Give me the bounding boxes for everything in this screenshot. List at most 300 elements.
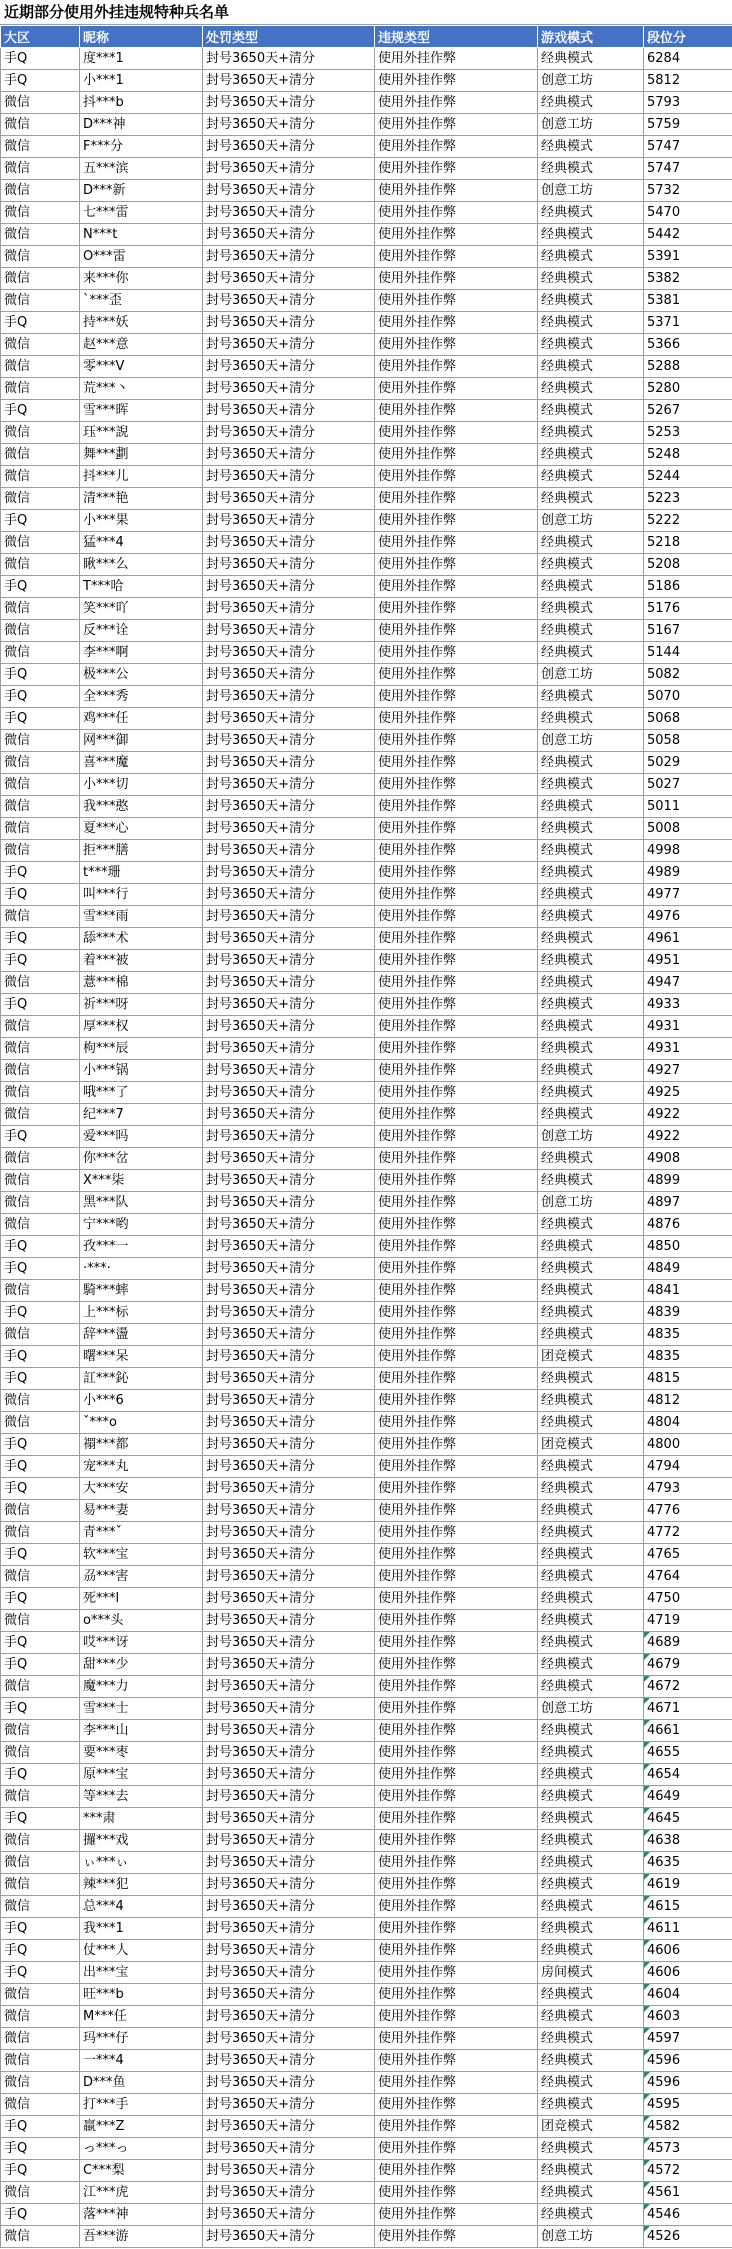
cell-region: 手Q — [1, 2116, 80, 2138]
cell-violation-type: 使用外挂作弊 — [375, 1522, 538, 1544]
cell-game-mode: 经典模式 — [538, 2072, 644, 2094]
cell-penalty-type: 封号3650天+清分 — [203, 664, 375, 686]
table-row — [1, 180, 732, 202]
cell-nickname: t***珊 — [80, 862, 203, 884]
cell-nickname: 猛***4 — [80, 532, 203, 554]
cell-region: 微信 — [1, 2006, 80, 2028]
cell-nickname: 纪***7 — [80, 1104, 203, 1126]
cell-game-mode: 经典模式 — [538, 1170, 644, 1192]
cell-region: 微信 — [1, 1830, 80, 1852]
cell-penalty-type: 封号3650天+清分 — [203, 1038, 375, 1060]
cell-nickname: 訌***鈊 — [80, 1368, 203, 1390]
table-row — [1, 1874, 732, 1896]
cell-rank-score: 4899 — [644, 1170, 732, 1192]
cell-region: 微信 — [1, 114, 80, 136]
table-row — [1, 664, 732, 686]
cell-region: 微信 — [1, 2182, 80, 2204]
cell-penalty-type: 封号3650天+清分 — [203, 2204, 375, 2226]
cell-game-mode: 经典模式 — [538, 488, 644, 510]
table-row — [1, 2072, 732, 2094]
cell-region: 手Q — [1, 400, 80, 422]
cell-rank-score: 5070 — [644, 686, 732, 708]
cell-rank-score: 4573 — [644, 2138, 732, 2160]
cell-rank-score: 5759 — [644, 114, 732, 136]
cell-rank-score: 4561 — [644, 2182, 732, 2204]
cell-penalty-type: 封号3650天+清分 — [203, 1258, 375, 1280]
cell-nickname: 舞***劃 — [80, 444, 203, 466]
cell-violation-type: 使用外挂作弊 — [375, 1500, 538, 1522]
cell-region: 微信 — [1, 532, 80, 554]
cell-violation-type: 使用外挂作弊 — [375, 1566, 538, 1588]
cell-rank-score: 4596 — [644, 2050, 732, 2072]
table-row — [1, 1148, 732, 1170]
cell-region: 手Q — [1, 1302, 80, 1324]
cell-rank-score: 5267 — [644, 400, 732, 422]
cell-rank-score: 5371 — [644, 312, 732, 334]
cell-penalty-type: 封号3650天+清分 — [203, 488, 375, 510]
cell-penalty-type: 封号3650天+清分 — [203, 1302, 375, 1324]
table-row — [1, 1830, 732, 1852]
cell-game-mode: 经典模式 — [538, 48, 644, 70]
cell-nickname: 宁***哟 — [80, 1214, 203, 1236]
cell-violation-type: 使用外挂作弊 — [375, 488, 538, 510]
cell-game-mode: 经典模式 — [538, 686, 644, 708]
cell-nickname: 攞***戏 — [80, 1830, 203, 1852]
cell-game-mode: 经典模式 — [538, 1896, 644, 1918]
cell-game-mode: 经典模式 — [538, 2138, 644, 2160]
table-row — [1, 1918, 732, 1940]
cell-violation-type: 使用外挂作弊 — [375, 1368, 538, 1390]
cell-violation-type: 使用外挂作弊 — [375, 884, 538, 906]
cell-violation-type: 使用外挂作弊 — [375, 1280, 538, 1302]
cell-violation-type: 使用外挂作弊 — [375, 2204, 538, 2226]
cell-violation-type: 使用外挂作弊 — [375, 400, 538, 422]
cell-region: 微信 — [1, 598, 80, 620]
cell-game-mode: 经典模式 — [538, 796, 644, 818]
cell-rank-score: 5223 — [644, 488, 732, 510]
cell-game-mode: 经典模式 — [538, 2160, 644, 2182]
cell-nickname: 仗***人 — [80, 1940, 203, 1962]
cell-nickname: 厚***权 — [80, 1016, 203, 1038]
cell-violation-type: 使用外挂作弊 — [375, 312, 538, 334]
cell-rank-score: 4839 — [644, 1302, 732, 1324]
cell-game-mode: 经典模式 — [538, 774, 644, 796]
cell-penalty-type: 封号3650天+清分 — [203, 752, 375, 774]
cell-violation-type: 使用外挂作弊 — [375, 554, 538, 576]
cell-game-mode: 团竞模式 — [538, 2116, 644, 2138]
cell-rank-score: 4606 — [644, 1962, 732, 1984]
cell-rank-score: 5208 — [644, 554, 732, 576]
table-row — [1, 290, 732, 312]
cell-penalty-type: 封号3650天+清分 — [203, 1720, 375, 1742]
cell-penalty-type: 封号3650天+清分 — [203, 1654, 375, 1676]
cell-penalty-type: 封号3650天+清分 — [203, 1522, 375, 1544]
cell-penalty-type: 封号3650天+清分 — [203, 92, 375, 114]
cell-rank-score: 4526 — [644, 2226, 732, 2248]
cell-nickname: 七***雷 — [80, 202, 203, 224]
cell-rank-score: 4638 — [644, 1830, 732, 1852]
cell-violation-type: 使用外挂作弊 — [375, 48, 538, 70]
cell-rank-score: 4793 — [644, 1478, 732, 1500]
table-row — [1, 1852, 732, 1874]
cell-rank-score: 4977 — [644, 884, 732, 906]
cell-game-mode: 经典模式 — [538, 620, 644, 642]
table-row — [1, 752, 732, 774]
table-row — [1, 488, 732, 510]
table-row — [1, 598, 732, 620]
cell-region: 微信 — [1, 620, 80, 642]
cell-game-mode: 经典模式 — [538, 884, 644, 906]
cell-nickname: 祈***呀 — [80, 994, 203, 1016]
cell-nickname: 极***公 — [80, 664, 203, 686]
cell-region: 手Q — [1, 1808, 80, 1830]
cell-penalty-type: 封号3650天+清分 — [203, 2138, 375, 2160]
cell-violation-type: 使用外挂作弊 — [375, 2116, 538, 2138]
cell-violation-type: 使用外挂作弊 — [375, 1808, 538, 1830]
cell-rank-score: 4849 — [644, 1258, 732, 1280]
cell-nickname: X***柒 — [80, 1170, 203, 1192]
cell-nickname: 雪***士 — [80, 1698, 203, 1720]
cell-rank-score: 4998 — [644, 840, 732, 862]
cell-region: 微信 — [1, 840, 80, 862]
cell-penalty-type: 封号3650天+清分 — [203, 2006, 375, 2028]
table-row — [1, 620, 732, 642]
cell-nickname: 瞅***么 — [80, 554, 203, 576]
cell-game-mode: 经典模式 — [538, 224, 644, 246]
cell-violation-type: 使用外挂作弊 — [375, 1698, 538, 1720]
cell-rank-score: 4835 — [644, 1346, 732, 1368]
cell-violation-type: 使用外挂作弊 — [375, 1654, 538, 1676]
cell-rank-score: 4572 — [644, 2160, 732, 2182]
cell-violation-type: 使用外挂作弊 — [375, 268, 538, 290]
table-row — [1, 466, 732, 488]
cell-violation-type: 使用外挂作弊 — [375, 840, 538, 862]
cell-region: 微信 — [1, 1148, 80, 1170]
table-row — [1, 796, 732, 818]
cell-game-mode: 经典模式 — [538, 378, 644, 400]
cell-violation-type: 使用外挂作弊 — [375, 114, 538, 136]
cell-nickname: 李***山 — [80, 1720, 203, 1742]
table-row — [1, 1456, 732, 1478]
cell-game-mode: 房间模式 — [538, 1962, 644, 1984]
cell-penalty-type: 封号3650天+清分 — [203, 1104, 375, 1126]
cell-penalty-type: 封号3650天+清分 — [203, 1412, 375, 1434]
cell-nickname: 宠***丸 — [80, 1456, 203, 1478]
cell-rank-score: 5470 — [644, 202, 732, 224]
cell-rank-score: 5176 — [644, 598, 732, 620]
table-row — [1, 334, 732, 356]
cell-region: 微信 — [1, 444, 80, 466]
cell-penalty-type: 封号3650天+清分 — [203, 1346, 375, 1368]
table-row — [1, 1302, 732, 1324]
cell-nickname: N***t — [80, 224, 203, 246]
cell-rank-score: 4689 — [644, 1632, 732, 1654]
cell-penalty-type: 封号3650天+清分 — [203, 48, 375, 70]
cell-nickname: 网***御 — [80, 730, 203, 752]
cell-penalty-type: 封号3650天+清分 — [203, 1280, 375, 1302]
cell-region: 手Q — [1, 1632, 80, 1654]
cell-violation-type: 使用外挂作弊 — [375, 1060, 538, 1082]
cell-rank-score: 4546 — [644, 2204, 732, 2226]
cell-region: 手Q — [1, 2204, 80, 2226]
cell-violation-type: 使用外挂作弊 — [375, 466, 538, 488]
table-row — [1, 1962, 732, 1984]
cell-game-mode: 经典模式 — [538, 158, 644, 180]
cell-rank-score: 4645 — [644, 1808, 732, 1830]
cell-rank-score: 4615 — [644, 1896, 732, 1918]
cell-region: 手Q — [1, 576, 80, 598]
cell-rank-score: 4649 — [644, 1786, 732, 1808]
cell-penalty-type: 封号3650天+清分 — [203, 268, 375, 290]
cell-violation-type: 使用外挂作弊 — [375, 2226, 538, 2248]
cell-region: 微信 — [1, 1522, 80, 1544]
cell-penalty-type: 封号3650天+清分 — [203, 906, 375, 928]
cell-region: 微信 — [1, 1874, 80, 1896]
cell-nickname: 喜***魔 — [80, 752, 203, 774]
cell-game-mode: 经典模式 — [538, 400, 644, 422]
cell-nickname: 出***宝 — [80, 1962, 203, 1984]
cell-penalty-type: 封号3650天+清分 — [203, 1632, 375, 1654]
cell-rank-score: 5248 — [644, 444, 732, 466]
cell-nickname: 叫***行 — [80, 884, 203, 906]
cell-rank-score: 5011 — [644, 796, 732, 818]
cell-nickname: 上***标 — [80, 1302, 203, 1324]
cell-region: 微信 — [1, 1852, 80, 1874]
cell-game-mode: 经典模式 — [538, 1544, 644, 1566]
cell-nickname: 小***1 — [80, 70, 203, 92]
cell-penalty-type: 封号3650天+清分 — [203, 1434, 375, 1456]
table-row — [1, 1764, 732, 1786]
cell-rank-score: 5382 — [644, 268, 732, 290]
header-row — [1, 26, 732, 48]
table-row — [1, 994, 732, 1016]
cell-penalty-type: 封号3650天+清分 — [203, 1588, 375, 1610]
table-row — [1, 554, 732, 576]
cell-violation-type: 使用外挂作弊 — [375, 906, 538, 928]
cell-nickname: 小***果 — [80, 510, 203, 532]
cell-violation-type: 使用外挂作弊 — [375, 2050, 538, 2072]
cell-region: 微信 — [1, 466, 80, 488]
cell-violation-type: 使用外挂作弊 — [375, 664, 538, 686]
cell-region: 手Q — [1, 1588, 80, 1610]
cell-violation-type: 使用外挂作弊 — [375, 1610, 538, 1632]
cell-game-mode: 经典模式 — [538, 466, 644, 488]
table-row — [1, 708, 732, 730]
table-row — [1, 2204, 732, 2226]
cell-penalty-type: 封号3650天+清分 — [203, 466, 375, 488]
table-row — [1, 422, 732, 444]
cell-rank-score: 4931 — [644, 1038, 732, 1060]
table-row — [1, 1500, 732, 1522]
cell-rank-score: 5029 — [644, 752, 732, 774]
cell-rank-score: 5288 — [644, 356, 732, 378]
cell-game-mode: 经典模式 — [538, 928, 644, 950]
cell-game-mode: 经典模式 — [538, 1830, 644, 1852]
cell-violation-type: 使用外挂作弊 — [375, 1038, 538, 1060]
cell-nickname: 甜***少 — [80, 1654, 203, 1676]
table-row — [1, 444, 732, 466]
cell-penalty-type: 封号3650天+清分 — [203, 1060, 375, 1082]
cell-game-mode: 创意工坊 — [538, 1192, 644, 1214]
cell-region: 手Q — [1, 950, 80, 972]
cell-violation-type: 使用外挂作弊 — [375, 972, 538, 994]
cell-penalty-type: 封号3650天+清分 — [203, 1786, 375, 1808]
table-row — [1, 1346, 732, 1368]
table-row — [1, 2138, 732, 2160]
cell-violation-type: 使用外挂作弊 — [375, 1016, 538, 1038]
cell-violation-type: 使用外挂作弊 — [375, 334, 538, 356]
cell-rank-score: 4764 — [644, 1566, 732, 1588]
table-row — [1, 1544, 732, 1566]
cell-region: 手Q — [1, 1940, 80, 1962]
cell-rank-score: 5186 — [644, 576, 732, 598]
cell-nickname: 持***妖 — [80, 312, 203, 334]
cell-nickname: 刕***害 — [80, 1566, 203, 1588]
cell-nickname: 小***切 — [80, 774, 203, 796]
cell-penalty-type: 封号3650天+清分 — [203, 642, 375, 664]
cell-penalty-type: 封号3650天+清分 — [203, 1148, 375, 1170]
cell-game-mode: 经典模式 — [538, 994, 644, 1016]
cell-nickname: 薏***棉 — [80, 972, 203, 994]
cell-game-mode: 经典模式 — [538, 1676, 644, 1698]
cell-game-mode: 经典模式 — [538, 1720, 644, 1742]
cell-region: 微信 — [1, 356, 80, 378]
cell-penalty-type: 封号3650天+清分 — [203, 620, 375, 642]
cell-region: 手Q — [1, 1478, 80, 1500]
table-row — [1, 1720, 732, 1742]
cell-violation-type: 使用外挂作弊 — [375, 598, 538, 620]
table-row — [1, 1214, 732, 1236]
cell-region: 微信 — [1, 818, 80, 840]
cell-penalty-type: 封号3650天+清分 — [203, 2028, 375, 2050]
cell-violation-type: 使用外挂作弊 — [375, 730, 538, 752]
cell-violation-type: 使用外挂作弊 — [375, 356, 538, 378]
cell-nickname: 青***ˇ — [80, 1522, 203, 1544]
cell-rank-score: 4596 — [644, 2072, 732, 2094]
cell-nickname: ˋ***歪 — [80, 290, 203, 312]
cell-game-mode: 经典模式 — [538, 532, 644, 554]
cell-violation-type: 使用外挂作弊 — [375, 1258, 538, 1280]
table-row — [1, 2160, 732, 2182]
cell-game-mode: 经典模式 — [538, 1082, 644, 1104]
cell-region: 手Q — [1, 1258, 80, 1280]
cell-game-mode: 创意工坊 — [538, 1126, 644, 1148]
table-row — [1, 1698, 732, 1720]
cell-penalty-type: 封号3650天+清分 — [203, 2226, 375, 2248]
cell-nickname: 荒***丶 — [80, 378, 203, 400]
cell-violation-type: 使用外挂作弊 — [375, 1192, 538, 1214]
table-row — [1, 1940, 732, 1962]
cell-game-mode: 经典模式 — [538, 1104, 644, 1126]
cell-game-mode: 经典模式 — [538, 136, 644, 158]
cell-violation-type: 使用外挂作弊 — [375, 774, 538, 796]
cell-penalty-type: 封号3650天+清分 — [203, 312, 375, 334]
cell-region: 微信 — [1, 422, 80, 444]
cell-penalty-type: 封号3650天+清分 — [203, 136, 375, 158]
cell-game-mode: 经典模式 — [538, 2006, 644, 2028]
cell-game-mode: 团竞模式 — [538, 1434, 644, 1456]
cell-violation-type: 使用外挂作弊 — [375, 1720, 538, 1742]
cell-rank-score: 4841 — [644, 1280, 732, 1302]
table-row — [1, 1434, 732, 1456]
cell-region: 手Q — [1, 686, 80, 708]
cell-game-mode: 经典模式 — [538, 1236, 644, 1258]
table-row — [1, 1632, 732, 1654]
cell-penalty-type: 封号3650天+清分 — [203, 290, 375, 312]
cell-nickname: 你***岔 — [80, 1148, 203, 1170]
cell-game-mode: 创意工坊 — [538, 664, 644, 686]
cell-nickname: 黑***队 — [80, 1192, 203, 1214]
cell-penalty-type: 封号3650天+清分 — [203, 378, 375, 400]
sheet-title: 近期部分使用外挂违规特种兵名单 — [0, 0, 732, 25]
cell-rank-score: 4933 — [644, 994, 732, 1016]
cell-nickname: 零***V — [80, 356, 203, 378]
cell-region: 微信 — [1, 1742, 80, 1764]
table-row — [1, 1478, 732, 1500]
cell-region: 微信 — [1, 92, 80, 114]
cell-penalty-type: 封号3650天+清分 — [203, 2182, 375, 2204]
table-row — [1, 686, 732, 708]
cell-region: 微信 — [1, 158, 80, 180]
table-row — [1, 774, 732, 796]
cell-region: 手Q — [1, 312, 80, 334]
cell-rank-score: 4719 — [644, 1610, 732, 1632]
cell-penalty-type: 封号3650天+清分 — [203, 2072, 375, 2094]
cell-penalty-type: 封号3650天+清分 — [203, 70, 375, 92]
cell-region: 微信 — [1, 1610, 80, 1632]
cell-rank-score: 4947 — [644, 972, 732, 994]
cell-violation-type: 使用外挂作弊 — [375, 2182, 538, 2204]
cell-region: 微信 — [1, 378, 80, 400]
cell-game-mode: 经典模式 — [538, 1940, 644, 1962]
table-row — [1, 1104, 732, 1126]
cell-violation-type: 使用外挂作弊 — [375, 2028, 538, 2050]
cell-rank-score: 4850 — [644, 1236, 732, 1258]
cell-violation-type: 使用外挂作弊 — [375, 1764, 538, 1786]
cell-penalty-type: 封号3650天+清分 — [203, 686, 375, 708]
cell-penalty-type: 封号3650天+清分 — [203, 158, 375, 180]
cell-penalty-type: 封号3650天+清分 — [203, 928, 375, 950]
cell-rank-score: 5144 — [644, 642, 732, 664]
cell-game-mode: 创意工坊 — [538, 730, 644, 752]
cell-game-mode: 经典模式 — [538, 2028, 644, 2050]
table-row — [1, 950, 732, 972]
cell-region: 微信 — [1, 1786, 80, 1808]
table-row — [1, 576, 732, 598]
cell-penalty-type: 封号3650天+清分 — [203, 246, 375, 268]
cell-violation-type: 使用外挂作弊 — [375, 1324, 538, 1346]
cell-nickname: 雪***雨 — [80, 906, 203, 928]
cell-violation-type: 使用外挂作弊 — [375, 180, 538, 202]
cell-nickname: 全***秀 — [80, 686, 203, 708]
cell-game-mode: 经典模式 — [538, 708, 644, 730]
cell-game-mode: 经典模式 — [538, 1478, 644, 1500]
cell-violation-type: 使用外挂作弊 — [375, 1456, 538, 1478]
cell-region: 微信 — [1, 1214, 80, 1236]
cell-nickname: 软***宝 — [80, 1544, 203, 1566]
cell-region: 手Q — [1, 1962, 80, 1984]
table-row — [1, 1280, 732, 1302]
cell-region: 手Q — [1, 664, 80, 686]
header-region: 大区 — [1, 26, 80, 48]
cell-violation-type: 使用外挂作弊 — [375, 1390, 538, 1412]
cell-nickname: 羸***Z — [80, 2116, 203, 2138]
cell-rank-score: 5068 — [644, 708, 732, 730]
cell-rank-score: 5082 — [644, 664, 732, 686]
table-row — [1, 972, 732, 994]
cell-nickname: 来***你 — [80, 268, 203, 290]
cell-region: 手Q — [1, 1456, 80, 1478]
